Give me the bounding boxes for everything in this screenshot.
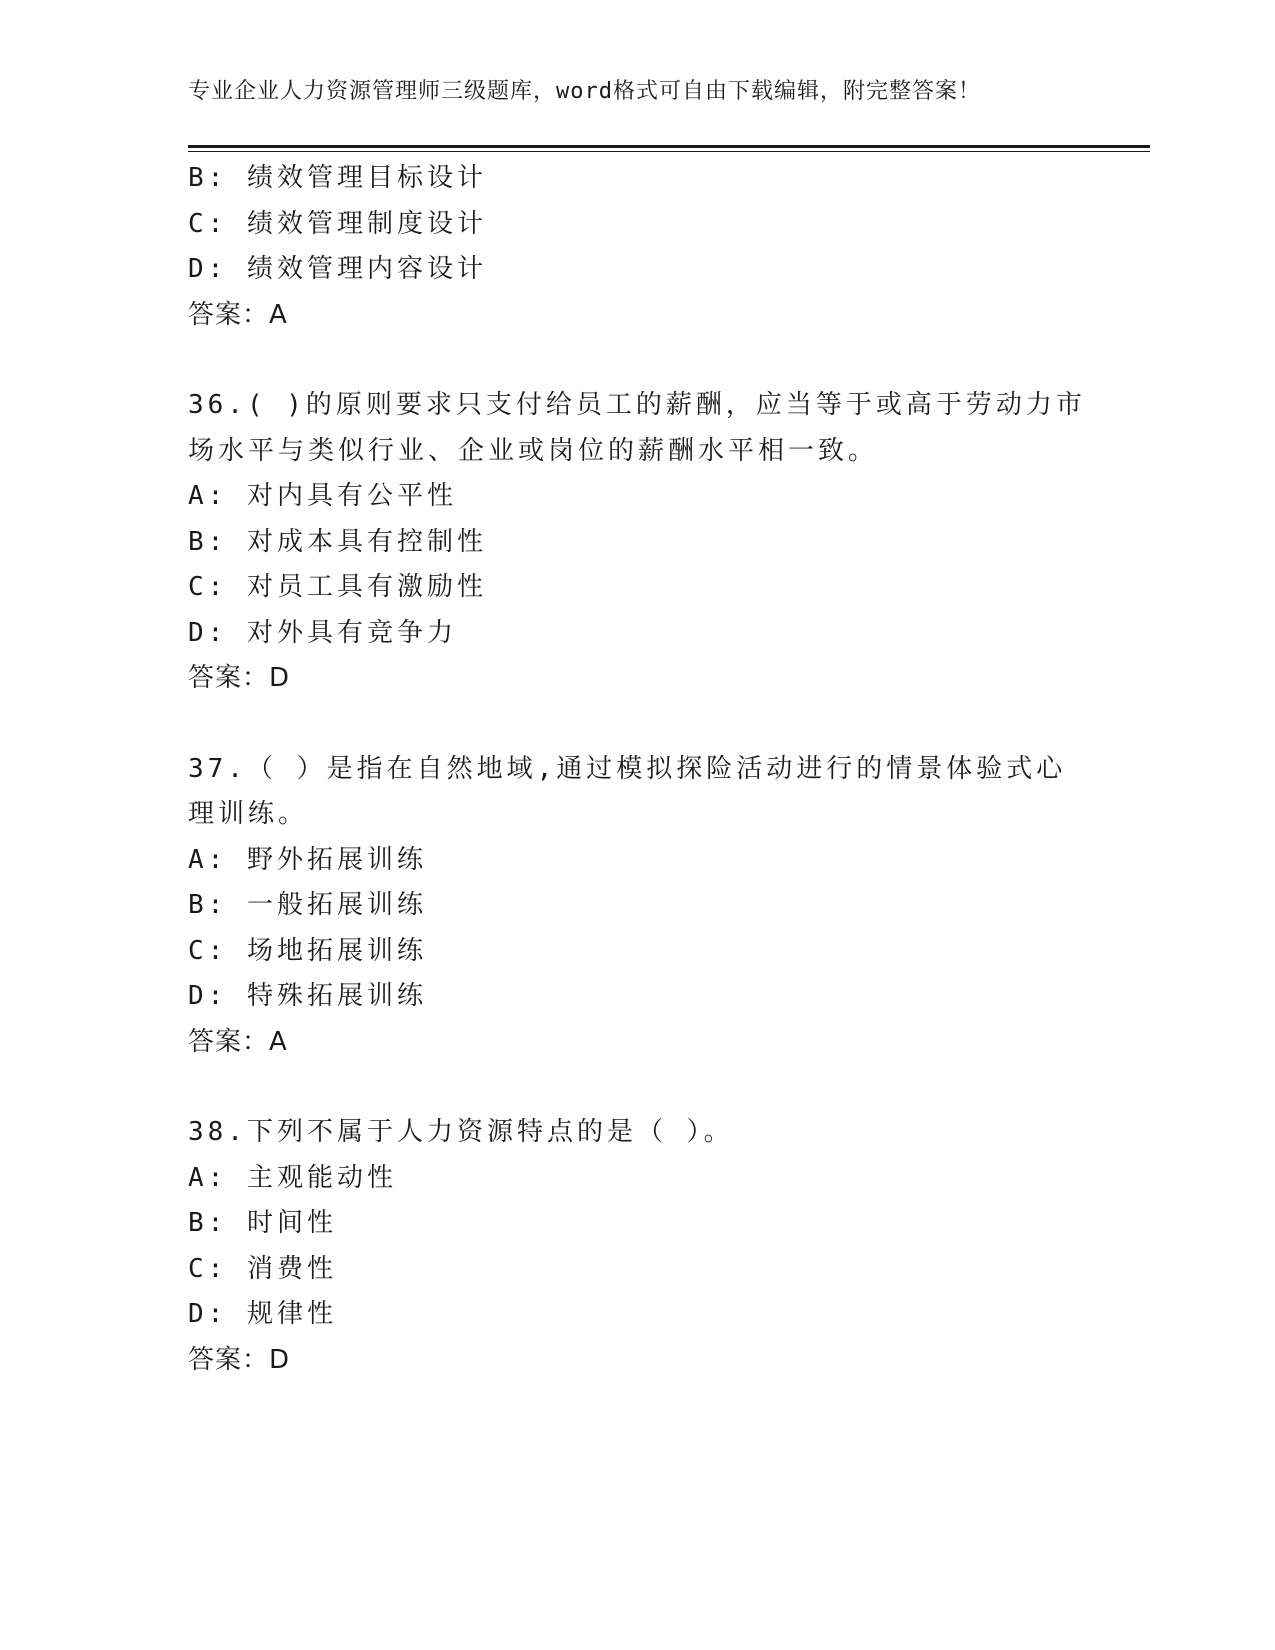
option-d: D: 规律性 — [188, 1299, 337, 1329]
option-b: B: 对成本具有控制性 — [188, 526, 487, 557]
option-b: B: 时间性 — [188, 1208, 337, 1238]
option-d: D: 特殊拓展训练 — [188, 981, 427, 1011]
answer: 答案：A — [188, 1026, 288, 1057]
option-c: C: 对员工具有激励性 — [188, 572, 487, 602]
question-block-35 — [188, 156, 1088, 338]
question-stem: 36.( )的原则要求只支付给员工的薪酬，应当等于或高于劳动力市场水平与类似行业、企业或岗位的薪酬水平相一致。 — [188, 390, 1086, 466]
answer: 答案：D — [188, 663, 291, 693]
answer: 答案：D — [188, 1344, 291, 1375]
question-stem: 37.（ ）是指在自然地域,通过模拟探险活动进行的情景体验式心理训练。 — [188, 753, 1067, 829]
question-block-36 — [188, 383, 1088, 702]
option-a: A: 野外拓展训练 — [188, 844, 427, 875]
option-b: B: 绩效管理目标设计 — [188, 163, 487, 193]
spacer — [188, 338, 1088, 383]
question-stem: 38.下列不属于人力资源特点的是（ ）。 — [188, 1117, 734, 1147]
answer: 答案：A — [188, 299, 288, 330]
option-a: A: 主观能动性 — [188, 1162, 397, 1193]
option-c: C: 消费性 — [188, 1253, 337, 1284]
option-d: D: 对外具有竞争力 — [188, 617, 457, 648]
spacer — [188, 702, 1088, 747]
question-list — [188, 156, 1088, 1383]
option-d: D: 绩效管理内容设计 — [188, 254, 487, 284]
spacer — [188, 1065, 1088, 1110]
question-block-37 — [188, 747, 1088, 1066]
option-b: B: 一般拓展训练 — [188, 890, 427, 920]
header-rule-thick — [188, 145, 1150, 148]
option-c: C: 场地拓展训练 — [188, 935, 427, 966]
page-header: 专业企业人力资源管理师三级题库，word格式可自由下载编辑，附完整答案！ — [188, 79, 981, 104]
question-block-38 — [188, 1110, 1088, 1383]
option-a: A: 对内具有公平性 — [188, 481, 457, 511]
header-rule-thin — [188, 151, 1150, 152]
option-c: C: 绩效管理制度设计 — [188, 208, 487, 239]
